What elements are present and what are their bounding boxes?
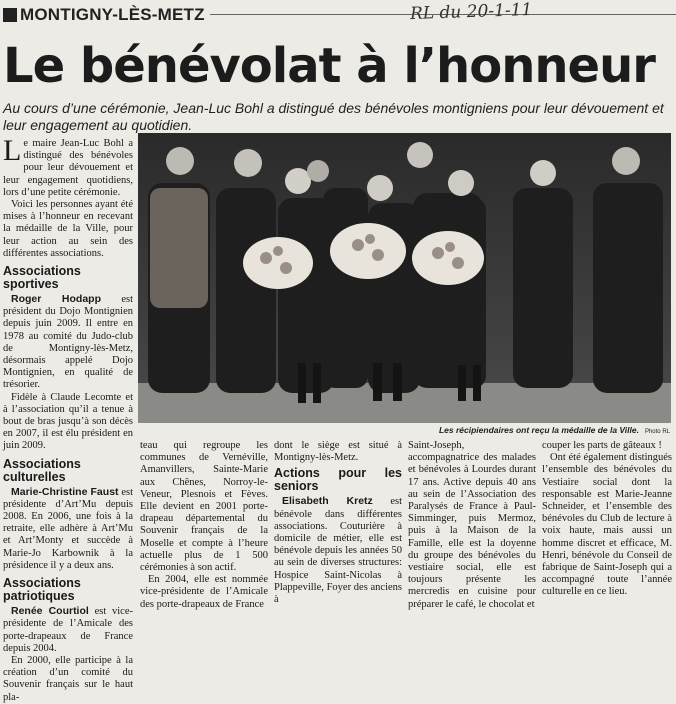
article-column-3 [274, 440, 402, 606]
sport-text: est président du Dojo Montignien depuis juin 2009. Il entre en 1978 au comité du Judo-club de Montigny-lès-Metz, désormais appelé Dojo Montignien, en qualité de trésorier. [3, 294, 133, 391]
drop-cap: L [3, 134, 22, 167]
article-column-4 [408, 440, 536, 610]
col2-paragraph-2: En 2004, elle est nommée vice-présidente de l’Amicale des porte-drapeaux de France [140, 574, 268, 610]
article-column-5 [542, 440, 672, 600]
honoree-name: Renée Courtiol [11, 605, 89, 618]
subheading-sport: Associations sportives [3, 264, 81, 292]
section-label [3, 5, 205, 24]
col5-paragraph: couper les parts de gâteaux ! [542, 440, 662, 451]
col5-paragraph-2: Ont été également distingués l’ensemble des bénévoles du Vestiaire social dont la responsable est Marie-Jeanne Schneider, et l’ensemble des bénévoles du Club de lecture à voix haute, mais aussi un homme discret et efficace, M. Henri, bénévole du Conseil de fabrique de Saint-Joseph qui a accompagné toute l’année culturelle en ce lieu. [542, 452, 672, 598]
col4-paragraph: Saint-Joseph, accompagnatrice des malades et bénévoles à Lourdes durant 17 ans. Active depuis 40 ans au sein de l’Association des Paralysés de France à Paul-Simminger, puis Mermoz, puis à la Maison de la Famille, elle est la doyenne du groupe des bénévoles du vestiaire social, elle est toujours présente les mercredis en cuisine pour préparer le café, le chocolat et [408, 440, 536, 610]
patriot-paragraph [3, 605, 133, 655]
honoree-name: Roger Hodapp [11, 293, 102, 306]
chapeau: Au cours d’une cérémonie, Jean-Luc Bohl a distingué des bénévoles montigniens pour leur dévouement et leur engagement au quotidien. [3, 100, 664, 133]
subheading-seniors: Actions pour les seniors [274, 466, 402, 494]
section-name: MONTIGNY-LÈS-METZ [20, 4, 205, 24]
sport-paragraph-2: Fidèle à Claude Lecomte et à l’association qu’il a tenue à bout de bras jusqu’à son décès en 2007, il est élu président en juin 2009. [3, 391, 133, 452]
sport-paragraph [3, 293, 133, 392]
photo-caption [430, 425, 670, 435]
article-column-2 [140, 440, 268, 610]
honoree-name: Elisabeth Kretz [282, 495, 373, 508]
patriot-paragraph-2: En 2000, elle participe à la création d’un comité du Souvenir français sur le haut pla- [3, 654, 133, 703]
section-square-icon [3, 8, 17, 22]
caption-text: Les récipiendaires ont reçu la médaille de la Ville. [438, 425, 639, 435]
seniors-text: est bénévole dans différentes associations. Couturière à domicile de métier, elle est bénévole depuis les années 50 au sein de diverses structures: Hospice Saint-Nicolas à Plappeville, Foyer des anciens à [274, 496, 402, 606]
subheading-culture: Associations culturelles [3, 456, 81, 484]
honoree-name: Marie-Christine Faust [11, 485, 119, 498]
seniors-paragraph [274, 495, 402, 606]
article-column-left [3, 134, 133, 703]
photo-credit: Photo RL [644, 429, 670, 435]
group-photo [138, 133, 671, 423]
culture-text: est présidente d’Art’Mu depuis 2008. En 2006, une fois à la retraite, elle adhère à Art’Mu et Art’Monty et succède à Marie-Jo Karbownik à la présidence il y a deux ans. [3, 486, 133, 571]
col2-paragraph: teau qui regroupe les communes de Vernéville, Amanvillers, Sainte-Marie aux Chênes, Norroy-le-Veneur, Plesnois et Fèves. Elle devient en 2001 porte-drapeau départemental du Souvenir français de la Moselle et compte à l’heure actuelle plus de 1 500 cérémonies à son actif. [140, 440, 268, 574]
col3-paragraph: dont le siège est situé à Montigny-lès-Metz. [274, 440, 402, 464]
intro-paragraph-2: Voici les personnes ayant été mises à l’honneur en recevant la médaille de la Ville, pour leur action au sein des différentes associations. [3, 199, 133, 259]
subheading-patriot: Associations patriotiques [3, 576, 81, 604]
intro-paragraph [3, 134, 133, 199]
intro-text: e maire Jean-Luc Bohl a distingué des bénévoles pour leur dévouement et leur engagement quotidiens, lors d’une petite cérémonie. [3, 138, 133, 198]
handwritten-note: RL du 20-1-11 [409, 0, 533, 25]
photo-illustration [138, 133, 671, 423]
patriot-text: est vice-présidente de l’Amicale des porte-drapeaux de France depuis 2004. [3, 606, 133, 654]
headline: Le bénévolat à l’honneur [3, 38, 655, 94]
culture-paragraph [3, 486, 133, 572]
